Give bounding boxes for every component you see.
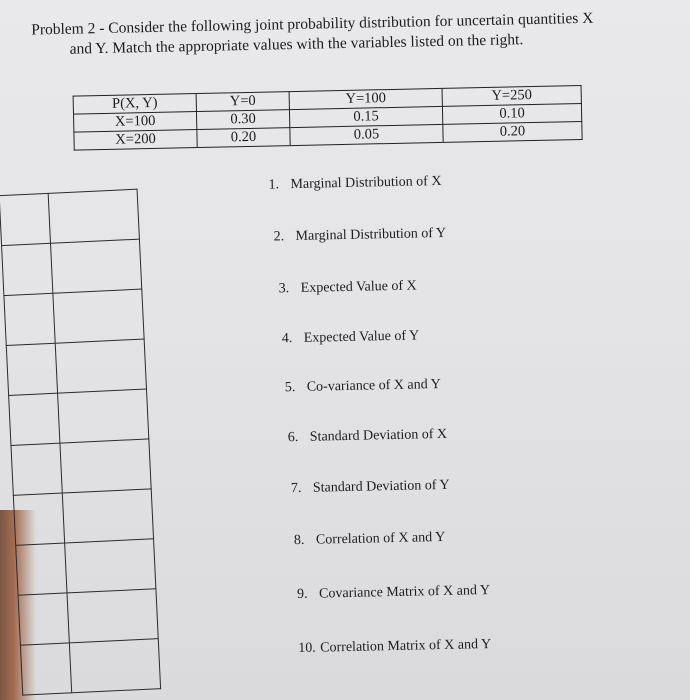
item-number: 7.	[290, 480, 302, 497]
grid-row	[13, 489, 153, 545]
item-number: 8.	[293, 532, 305, 549]
list-item	[279, 278, 417, 297]
table-cell: Y=250	[442, 85, 581, 106]
table-cell: Y=100	[289, 88, 442, 109]
item-label: Covariance Matrix of X and Y	[318, 583, 491, 602]
table-cell: 0.30	[196, 110, 289, 130]
list-item	[285, 377, 441, 396]
answer-box[interactable]	[67, 589, 158, 643]
answer-box[interactable]	[60, 439, 151, 493]
grid-row	[9, 389, 149, 445]
grid-row	[20, 639, 160, 695]
table-cell: 0.05	[290, 124, 443, 145]
item-number: 1.	[268, 177, 280, 193]
table-cell: 0.15	[289, 106, 442, 127]
item-label: Marginal Distribution of Y	[295, 225, 447, 245]
grid-row	[16, 539, 156, 595]
list-item	[298, 637, 491, 657]
item-label: Co-variance of X and Y	[306, 377, 441, 395]
answer-box[interactable]	[62, 489, 153, 543]
answer-number-box[interactable]	[11, 443, 62, 495]
item-label: Marginal Distribution of X	[290, 173, 442, 193]
answer-box[interactable]	[53, 289, 144, 343]
list-item	[297, 583, 490, 603]
answer-number-box[interactable]	[2, 243, 53, 295]
answer-number-box[interactable]	[9, 393, 60, 445]
answer-number-box[interactable]	[16, 543, 67, 595]
item-label: Expected Value of Y	[303, 328, 420, 346]
item-number: 3.	[278, 281, 290, 297]
table-cell: 0.20	[197, 128, 290, 148]
problem-line-2: and Y. Match the appropriate values with the variables listed on the right.	[69, 31, 524, 58]
list-item	[273, 226, 446, 246]
item-number: 9.	[296, 586, 308, 603]
item-label: Correlation Matrix of X and Y	[320, 637, 492, 656]
item-number: 2.	[273, 229, 285, 245]
grid-row	[2, 239, 142, 295]
grid-row	[6, 339, 146, 395]
item-label: Standard Deviation of X	[309, 426, 448, 445]
list-item	[291, 478, 450, 497]
item-number: 6.	[287, 429, 299, 446]
answer-box[interactable]	[51, 239, 142, 293]
grid-row	[18, 589, 158, 645]
answer-box[interactable]	[58, 389, 149, 443]
grid-row	[0, 189, 139, 245]
answer-number-box[interactable]	[18, 593, 69, 645]
table-cell: 0.10	[442, 103, 581, 124]
answer-box[interactable]	[48, 189, 139, 243]
table-cell: X=100	[74, 112, 197, 133]
grid-row	[4, 289, 144, 345]
joint-probability-table	[73, 85, 583, 151]
problem-statement	[31, 8, 652, 61]
answer-grid	[0, 189, 161, 696]
answer-number-box[interactable]	[6, 343, 57, 395]
item-label: Expected Value of X	[300, 278, 417, 296]
table-cell: P(X, Y)	[73, 94, 196, 115]
answer-box[interactable]	[69, 639, 160, 693]
item-number: 4.	[281, 331, 293, 347]
item-label: Standard Deviation of Y	[312, 477, 450, 496]
table-cell: Y=0	[196, 92, 289, 112]
table-cell: X=200	[74, 130, 197, 151]
item-label: Correlation of X and Y	[315, 529, 446, 548]
list-item	[294, 530, 446, 549]
table-cell: 0.20	[443, 121, 582, 142]
answer-number-box[interactable]	[20, 643, 71, 695]
item-number: 10.	[298, 640, 316, 657]
grid-row	[11, 439, 151, 495]
answer-number-box[interactable]	[0, 193, 51, 245]
answer-box[interactable]	[55, 339, 146, 393]
answer-number-box[interactable]	[4, 293, 55, 345]
problem-line-1: Problem 2 - Consider the following joint probability distribution for uncertain quantities X	[31, 9, 594, 39]
list-item	[268, 174, 441, 194]
list-item	[282, 328, 420, 347]
answer-number-box[interactable]	[13, 493, 64, 545]
answer-box[interactable]	[65, 539, 156, 593]
item-number: 5.	[284, 380, 296, 396]
list-item	[288, 427, 448, 446]
